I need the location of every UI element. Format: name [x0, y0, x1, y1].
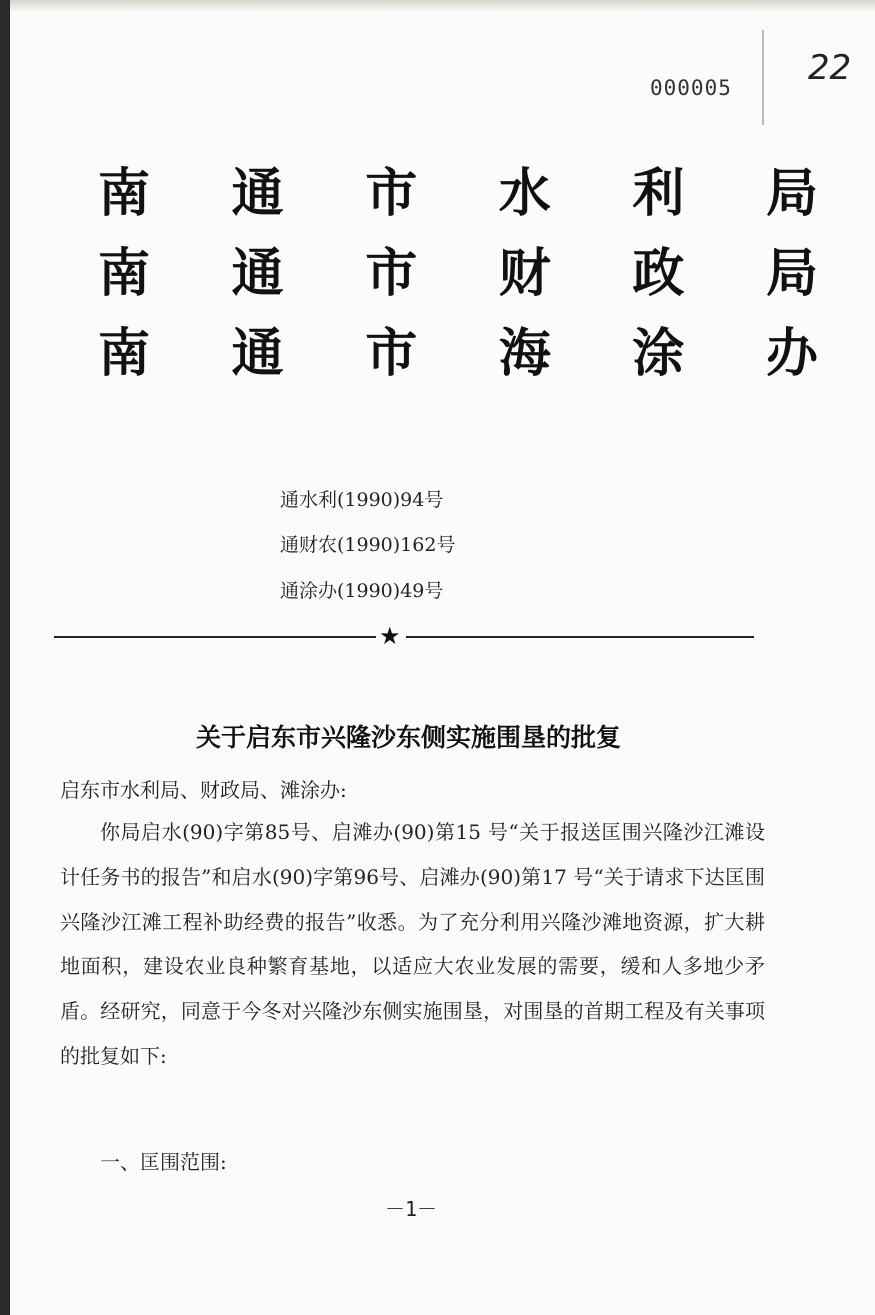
agency-char: 水: [498, 164, 551, 224]
agency-char: 通: [231, 244, 284, 304]
agency-char: 涂: [632, 324, 685, 384]
star-icon: ★: [379, 622, 401, 650]
header-divider-left: [54, 636, 376, 638]
agency-char: 市: [365, 244, 418, 304]
agency-name-finance: [98, 238, 818, 310]
agency-char: 财: [498, 244, 551, 304]
reference-number: 通涂办(1990)49号: [280, 580, 444, 602]
agency-char: 通: [231, 164, 284, 224]
agency-char: 局: [765, 164, 818, 224]
agency-char: 利: [632, 164, 685, 224]
archive-number: 000005: [650, 76, 732, 100]
agency-name-water: [98, 158, 818, 230]
reference-number: 通水利(1990)94号: [280, 489, 444, 511]
agency-char: 市: [365, 324, 418, 384]
agency-char: 通: [231, 324, 284, 384]
recipient-line: 启东市水利局、财政局、滩涂办:: [60, 778, 347, 802]
agency-name-tidal-flat: [98, 318, 818, 390]
agency-char: 南: [98, 324, 151, 384]
header-divider-right: [406, 636, 754, 638]
page-top-edge: [10, 0, 875, 12]
body-paragraph: 你局启水(90)字第85号、启滩办(90)第15 号“关于报送匡围兴隆沙江滩设计任务书的报告”和启水(90)字第96号、启滩办(90)第17 号“关于请求下达匡围兴隆沙江滩工程补助经费的报告”收悉。为了充分利用兴隆沙滩地资源，扩大耕地面积，建设农业良种繁育基地，以适应大农业发展的需要，缓和人多地少矛盾。经研究，同意于今冬对兴隆沙东侧实施围垦，对围垦的首期工程及有关事项的批复如下:: [60, 820, 765, 1068]
agency-char: 市: [365, 164, 418, 224]
agency-char: 办: [765, 324, 818, 384]
page-fold-line: [762, 30, 764, 125]
agency-char: 海: [498, 324, 551, 384]
section-heading: 一、匡围范围:: [100, 1150, 227, 1174]
agency-char: 南: [98, 244, 151, 304]
agency-char: 政: [632, 244, 685, 304]
reference-number: 通财农(1990)162号: [280, 534, 456, 556]
handwritten-page-mark: 22: [808, 48, 852, 88]
document-page: [10, 0, 875, 1315]
page-number: －1－: [385, 1197, 438, 1221]
agency-char: 局: [765, 244, 818, 304]
agency-char: 南: [98, 164, 151, 224]
document-title: 关于启东市兴隆沙东侧实施围垦的批复: [196, 723, 622, 752]
